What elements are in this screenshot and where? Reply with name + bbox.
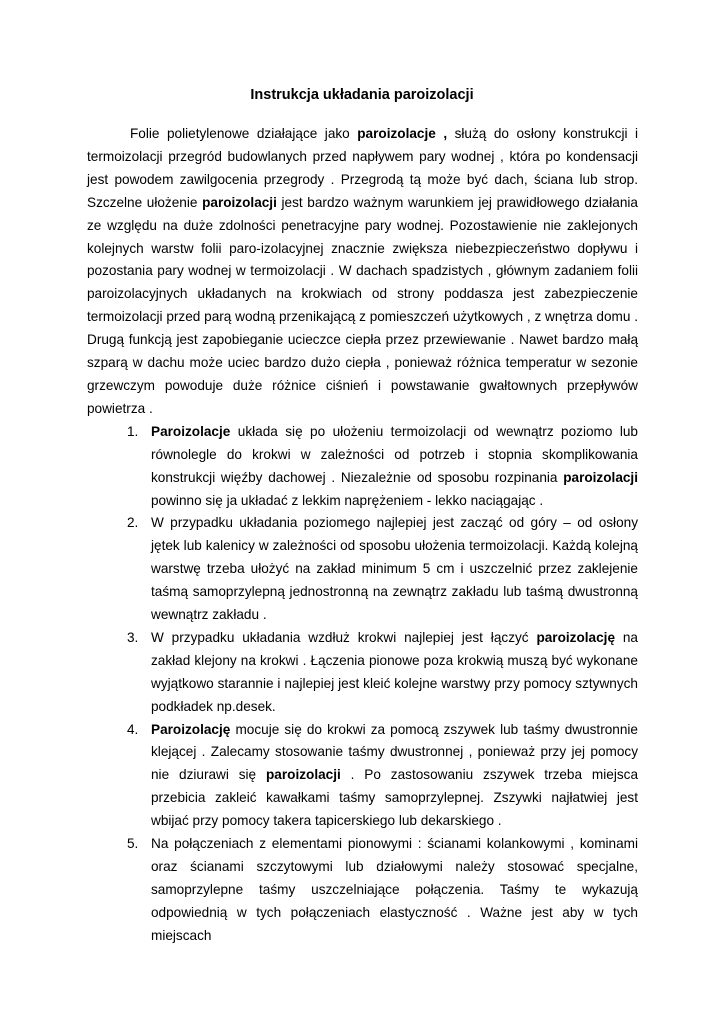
list-item-text: układa się po ułożeniu termoizolacji od wewnątrz poziomo lub równolegle do krokwi w zależności od potrzeb i stopnia skomplikowania konstrukcji więźby dachowej . Niezależnie od sposobu rozpinania — [151, 423, 638, 485]
list-item — [87, 421, 638, 513]
list-item-bold: Paroizolacje — [151, 423, 231, 439]
list-item-bold: paroizolacji — [563, 469, 638, 485]
list-item-text: W przypadku układania wzdłuż krokwi najlepiej jest łączyć — [151, 629, 537, 645]
intro-text-1: Folie polietylenowe działające jako — [130, 126, 358, 141]
list-item-number: 5. — [127, 836, 139, 852]
intro-text-2: służą do osłony konstrukcji i termoizolacji przegród budowlanych przed napływem pary wodnej , która po kondensacji jest powodem zawilgocenia przegrody . Przegrodą tą może być dach, ściana lub strop. Szczelne ułożenie — [87, 126, 639, 210]
list-item-text: na zakład klejony na krokwi . Łączenia pionowe poza krokwią muszą być wykonane wyjątkowo starannie i najlepiej jest kleić kolejne warstwy przy pomocy sztywnych podkładek np.desek. — [151, 629, 638, 714]
intro-paragraph — [87, 123, 638, 421]
document-body — [87, 123, 638, 948]
instruction-list — [87, 421, 638, 948]
list-item — [87, 627, 638, 719]
list-item — [87, 833, 638, 948]
list-item-number: 4. — [127, 721, 139, 737]
list-item-bold: paroizolacji — [266, 767, 341, 783]
list-item-bold: paroizolację — [536, 629, 616, 645]
list-item-number: 2. — [127, 515, 139, 531]
list-item-text: Na połączeniach z elementami pionowymi : ścianami kolankowymi , kominami oraz ścianami szczytowymi lub działowymi należy stosować specjalne, samoprzylepne taśmy uszczelniające połączenia. Taśmy te wykazują odpowiednią w tych połączeniach elastyczność . Ważne jest aby w tych miejscach — [151, 836, 638, 943]
document-title: Instrukcja układania paroizolacji — [250, 87, 474, 103]
list-item — [87, 719, 638, 834]
list-item — [87, 512, 638, 627]
list-item-number: 1. — [127, 423, 139, 439]
list-item-bold: Paroizolację — [151, 721, 231, 737]
intro-text-3: jest bardzo ważnym warunkiem jej prawidłowego działania ze względu na duże zdolności penetracyjne pary wodnej. Pozostawienie nie zaklejonych kolejnych warstw folii paro-izolacyjnej znacznie zwiększa niebezpieczeństwo dopływu i pozostania pary wodnej w termoizolacji . W dachach spadzistych , głównym zadaniem folii paroizolacyjnych układanych na krokwiach od strony poddasza jest zabezpieczenie termoizolacji przed parą wodną przenikającą z pomieszczeń użytkowych , z wnętrza domu . Drugą funkcją jest zapobieganie ucieczce ciepła przez przewiewanie . Nawet bardzo małą szparą w dachu może uciec bardzo dużo ciepła , ponieważ różnica temperatur w sezonie grzewczym powoduje duże różnice ciśnień i powstawanie gwałtownych przepływów powietrza . — [87, 194, 638, 416]
list-item-text: mocuje się do krokwi za pomocą zszywek lub taśmy dwustronnie klejącej . Zalecamy stosowanie taśmy dwustronnej , ponieważ przy jej pomocy nie dziurawi się — [151, 721, 638, 783]
list-item-text: W przypadku układania poziomego najlepiej jest zacząć od góry – od osłony jętek lub kalenicy w zależności od sposobu ułożenia termoizolacji. Każdą kolejną warstwę trzeba ułożyć na zakład minimum 5 cm i uszczelnić przez zaklejenie taśmą samoprzylepną jednostronną na zewnątrz zakładu lub taśmą dwustronną wewnątrz zakładu . — [151, 515, 638, 623]
list-item-number: 3. — [127, 629, 139, 645]
list-item-text: powinno się ja układać z lekkim naprężeniem - lekko naciągając . — [151, 492, 544, 508]
intro-bold-2: paroizolacji — [202, 194, 277, 210]
list-item-text: . Po zastosowaniu zszywek trzeba miejsca przebicia zakleić kawałkami taśmy samoprzylepnej. Zszywki najłatwiej jest wbijać przy pomocy takera tapicerskiego lub dekarskiego . — [151, 767, 638, 829]
intro-bold-1: paroizolacje , — [357, 126, 448, 141]
